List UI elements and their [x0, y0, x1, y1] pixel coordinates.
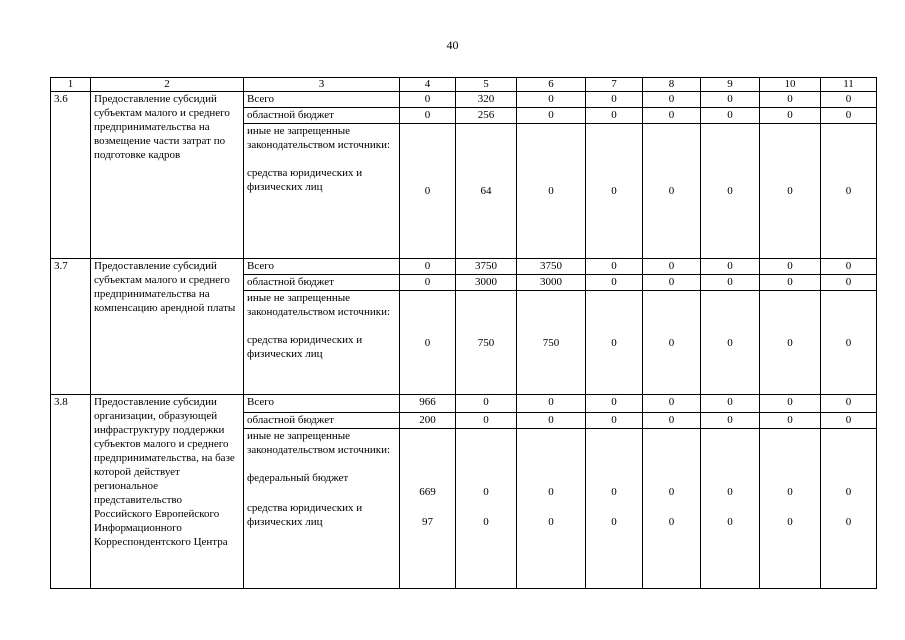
table-cell: 0 — [701, 395, 760, 413]
table-cell: 0 — [760, 413, 821, 429]
table-cell: 3000 — [517, 275, 586, 291]
table-cell: 0 — [760, 124, 821, 259]
table-cell: 0 — [517, 92, 586, 108]
table-cell: 0 — [821, 395, 877, 413]
table-cell: 0 — [400, 259, 456, 275]
row-label: Всего — [244, 395, 400, 413]
table-cell: 750 — [517, 291, 586, 395]
section-name: Предоставление субсидий субъектам малого и среднего предпринимательства на возмещение части затрат по подготовке кадров — [91, 92, 244, 259]
table-cell: 0 — [586, 413, 643, 429]
table-cell: 0 — [643, 395, 701, 413]
table-cell: 0 — [701, 291, 760, 395]
table-cell: 0 — [701, 275, 760, 291]
table-cell: 0 — [586, 124, 643, 259]
table-cell: 0 0 — [760, 429, 821, 589]
table-row — [51, 395, 877, 413]
table-cell: 0 — [586, 108, 643, 124]
row-label: областной бюджет — [244, 108, 400, 124]
table-cell: 669 97 — [400, 429, 456, 589]
table-cell: 0 — [643, 291, 701, 395]
row-label: средства юридических и физических лиц — [247, 502, 363, 528]
table-cell: 0 — [400, 275, 456, 291]
table-cell: 0 — [643, 275, 701, 291]
table-cell: 0 — [701, 92, 760, 108]
other-sources-cell — [244, 429, 400, 589]
row-label: областной бюджет — [244, 275, 400, 291]
table-cell: 0 — [586, 275, 643, 291]
table-row — [51, 92, 877, 108]
table-cell: 3000 — [456, 275, 517, 291]
section-name: Предоставление субсидий субъектам малого и среднего предпринимательства на компенсацию арендной платы — [91, 259, 244, 395]
table-cell: 0 — [760, 259, 821, 275]
column-header: 4 — [400, 78, 456, 92]
table-cell: 320 — [456, 92, 517, 108]
column-number-row — [51, 78, 877, 92]
table-cell: 0 — [701, 259, 760, 275]
section-name: Предоставление субсидии организации, образующей инфраструктуру поддержки субъектов малого и среднего предпринимательства, на базе которой действует региональное представительство Российского Европейского Информационного Корреспондентского Центра — [91, 395, 244, 589]
table-cell: 0 — [456, 413, 517, 429]
table-cell: 0 — [400, 108, 456, 124]
table-cell: 0 — [643, 108, 701, 124]
column-header: 10 — [760, 78, 821, 92]
column-header: 6 — [517, 78, 586, 92]
row-label: Всего — [244, 92, 400, 108]
table-cell: 0 — [821, 413, 877, 429]
column-header: 3 — [244, 78, 400, 92]
table-cell: 0 — [821, 92, 877, 108]
table-cell: 0 — [821, 108, 877, 124]
section-id: 3.6 — [51, 92, 91, 259]
table-cell: 0 — [517, 108, 586, 124]
row-label: федеральный бюджет — [247, 472, 349, 484]
table-cell: 0 — [643, 124, 701, 259]
column-header: 5 — [456, 78, 517, 92]
column-header: 7 — [586, 78, 643, 92]
table-cell: 0 — [586, 395, 643, 413]
table-cell: 966 — [400, 395, 456, 413]
table-cell: 0 0 — [821, 429, 877, 589]
table-cell: 0 — [400, 291, 456, 395]
table-cell: 256 — [456, 108, 517, 124]
table-cell: 0 — [400, 124, 456, 259]
funding-table — [50, 77, 877, 589]
row-label: средства юридических и физических лиц — [247, 167, 363, 193]
table-cell: 0 0 — [517, 429, 586, 589]
table-cell: 0 — [760, 92, 821, 108]
table-cell: 0 — [643, 413, 701, 429]
table-cell: 0 — [701, 108, 760, 124]
column-header: 8 — [643, 78, 701, 92]
table-cell: 0 — [586, 291, 643, 395]
column-header: 1 — [51, 78, 91, 92]
table-cell: 0 — [701, 413, 760, 429]
table-cell: 0 0 — [643, 429, 701, 589]
table-cell: 0 0 — [586, 429, 643, 589]
row-label: средства юридических и физических лиц — [247, 334, 363, 360]
table-cell: 0 — [586, 259, 643, 275]
page-number: 40 — [446, 38, 459, 52]
table-cell: 64 — [456, 124, 517, 259]
table-cell: 0 — [517, 124, 586, 259]
table-cell: 0 — [760, 291, 821, 395]
table-cell: 0 0 — [701, 429, 760, 589]
other-sources-header: иные не запрещенные законодательством источники: — [247, 430, 391, 456]
table-cell: 0 — [517, 413, 586, 429]
table-cell: 0 — [701, 124, 760, 259]
column-header: 11 — [821, 78, 877, 92]
table-cell: 0 — [821, 124, 877, 259]
row-label: Всего — [244, 259, 400, 275]
table-cell: 0 — [400, 92, 456, 108]
other-sources-header: иные не запрещенные законодательством источники: — [247, 125, 391, 151]
table-cell: 3750 — [456, 259, 517, 275]
table-cell: 0 — [643, 92, 701, 108]
section-id: 3.7 — [51, 259, 91, 395]
table-cell: 750 — [456, 291, 517, 395]
column-header: 2 — [91, 78, 244, 92]
other-sources-header: иные не запрещенные законодательством источники: — [247, 292, 391, 318]
table-cell: 3750 — [517, 259, 586, 275]
other-sources-cell — [244, 291, 400, 395]
table-cell: 0 — [586, 92, 643, 108]
section-id: 3.8 — [51, 395, 91, 589]
row-label: областной бюджет — [244, 413, 400, 429]
table-cell: 0 — [821, 291, 877, 395]
table-cell: 0 — [760, 395, 821, 413]
table-cell: 0 — [643, 259, 701, 275]
table-cell: 200 — [400, 413, 456, 429]
table-cell: 0 — [760, 108, 821, 124]
table-cell: 0 — [456, 395, 517, 413]
table-cell: 0 — [821, 259, 877, 275]
other-sources-cell — [244, 124, 400, 259]
column-header: 9 — [701, 78, 760, 92]
table-cell: 0 — [760, 275, 821, 291]
table-cell: 0 — [821, 275, 877, 291]
table-cell: 0 — [517, 395, 586, 413]
table-cell: 0 0 — [456, 429, 517, 589]
table-row — [51, 259, 877, 275]
